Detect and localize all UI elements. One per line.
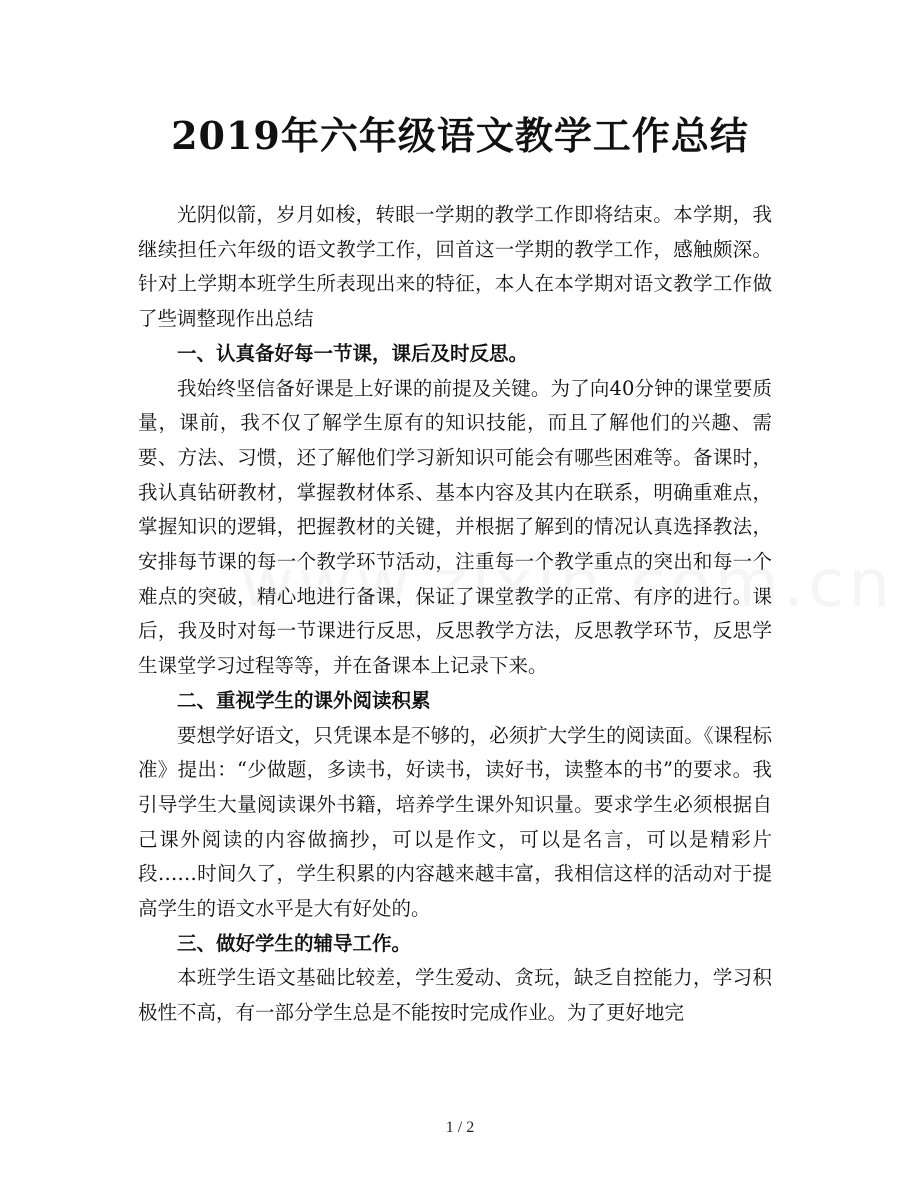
section-heading-2: 二、重视学生的课外阅读积累: [177, 688, 431, 712]
section-paragraph-2: 要想学好语文，只凭课本是不够的，必须扩大学生的阅读面。《课程标准》提出：“少做题，多读书，好读书，读好书，读整本的书”的要求。我引导学生大量阅读课外书籍，培养学生课外知识量。要求学生必须根据自己课外阅读的内容做摘抄，可以是作文，可以是名言，可以是精彩片段……时间久了，学生积累的内容越来越丰富，我相信这样的活动对于提高学生的语文水平是大有好处的。: [138, 723, 772, 921]
document-title: 2019年六年级语文教学工作总结: [171, 113, 749, 158]
section-heading-1: 一、认真备好每一节课，课后及时反思。: [177, 341, 529, 365]
section-heading-3: 三、做好学生的辅导工作。: [177, 931, 412, 955]
intro-paragraph: 光阴似箭，岁月如梭，转眼一学期的教学工作即将结束。本学期，我继续担任六年级的语文教学工作，回首这一学期的教学工作，感触颇深。针对上学期本班学生所表现出来的特征，本人在本学期对语文教学工作做了些调整现作出总结: [138, 203, 772, 331]
section-paragraph-1: 我始终坚信备好课是上好课的前提及关键。为了向40分钟的课堂要质量，课前，我不仅了解学生原有的知识技能，而且了解他们的兴趣、需要、方法、习惯，还了解他们学习新知识可能会有哪些困难等。备课时，我认真钻研教材，掌握教材体系、基本内容及其内在联系，明确重难点，掌握知识的逻辑，把握教材的关键，并根据了解到的情况认真选择教法，安排每节课的每一个教学环节活动，注重每一个教学重点的突出和每一个难点的突破，精心地进行备课，保证了课堂教学的正常、有序的进行。课后，我及时对每一节课进行反思，反思教学方法，反思教学环节，反思学生课堂学习过程等等，并在备课本上记录下来。: [138, 376, 772, 678]
section-paragraph-3: 本班学生语文基础比较差，学生爱动、贪玩，缺乏自控能力，学习积极性不高，有一部分学生总是不能按时完成作业。为了更好地完: [138, 966, 772, 1025]
page-number: 1 / 2: [445, 1119, 475, 1136]
document-body: [138, 198, 772, 1031]
